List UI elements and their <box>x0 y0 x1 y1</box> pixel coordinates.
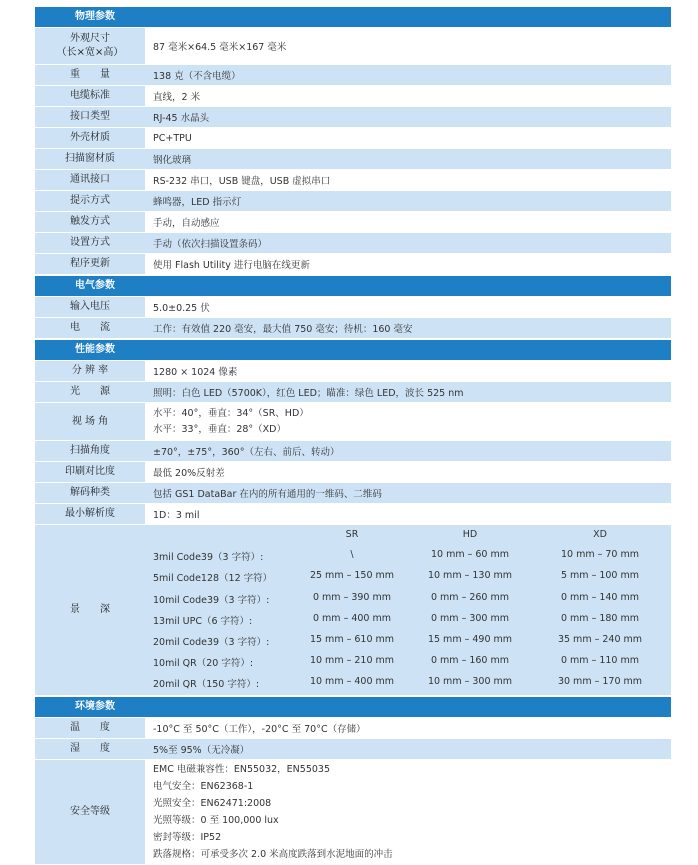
label-temperature: 温 度 <box>35 718 145 738</box>
label-symbologies: 解码种类 <box>70 487 110 498</box>
value-humidity: 5%至 95%（无冷凝） <box>153 745 250 756</box>
value-current: 工作：有效值 220 毫安，最大值 750 毫安；待机：160 毫安 <box>153 324 413 335</box>
label-window: 扫描窗材质 <box>65 153 115 164</box>
fov-line-2: 水平：33°，垂直：28°（XD） <box>153 423 287 435</box>
dof-code: 3mil Code39（3 字符）: <box>153 552 264 563</box>
label-current: 电 流 <box>70 322 110 333</box>
dof-header-hd: HD <box>462 529 478 540</box>
dof-code: 13mil UPC（6 字符）: <box>153 616 253 627</box>
dof-header-sr: SR <box>345 529 359 540</box>
safety-drop: 跌落规格：可承受多次 2.0 米高度跌落到水泥地面的冲击 <box>153 849 393 860</box>
value-interface-type: RJ-45 水晶头 <box>153 113 210 124</box>
value-fov <box>153 403 671 440</box>
dof-hd: 0 mm – 300 mm <box>430 613 510 624</box>
label-light-source: 光 源 <box>70 386 110 397</box>
dof-sr: 10 mm – 210 mm <box>309 655 395 666</box>
dof-code: 20mil QR（150 字符）: <box>153 679 260 690</box>
value-dimensions: 87 毫米×64.5 毫米×167 毫米 <box>153 42 287 53</box>
value-safety <box>153 760 671 864</box>
value-scan-angle: ±70°，±75°，360°（左右、前后、转动） <box>153 447 340 458</box>
value-trigger: 手动，自动感应 <box>153 218 220 229</box>
label-scan-angle: 扫描角度 <box>70 445 110 456</box>
dof-xd: 35 mm – 240 mm <box>557 634 643 645</box>
safety-electrical: 电气安全：EN62368-1 <box>153 781 254 792</box>
dof-code: 10mil QR（20 字符）: <box>153 658 254 669</box>
dof-xd: 0 mm – 180 mm <box>560 613 640 624</box>
dof-xd: 30 mm – 170 mm <box>557 676 643 687</box>
value-temperature: -10°C 至 50°C（工作），-20°C 至 70°C（存储） <box>153 724 366 735</box>
label-safety: 安全等级 <box>35 760 145 864</box>
dof-xd: 0 mm – 110 mm <box>560 655 640 666</box>
value-update: 使用 Flash Utility 进行电脑在线更新 <box>153 260 310 271</box>
section-header-electrical: 电气参数 <box>35 276 671 296</box>
value-indicator: 蜂鸣器，LED 指示灯 <box>153 197 242 208</box>
value-resolution: 1280 × 1024 像素 <box>153 367 238 378</box>
fov-line-1: 水平：40°，垂直：34°（SR、HD） <box>153 407 309 419</box>
label-trigger: 触发方式 <box>35 212 145 232</box>
value-contrast: 最低 20%反射差 <box>153 468 225 479</box>
dof-hd: 10 mm – 300 mm <box>427 676 513 687</box>
dof-sr: 0 mm – 400 mm <box>312 613 392 624</box>
value-cable: 直线，2 米 <box>153 92 201 103</box>
section-header-physical: 物理参数 <box>35 7 671 27</box>
dof-xd: 10 mm – 70 mm <box>560 549 640 560</box>
dof-hd: 15 mm – 490 mm <box>427 634 513 645</box>
label-housing: 外壳材质 <box>35 128 145 148</box>
value-housing: PC+TPU <box>153 132 192 144</box>
dof-xd: 5 mm – 100 mm <box>560 570 640 581</box>
label-fov: 视 场 角 <box>35 403 145 440</box>
dof-code: 20mil Code39（3 字符）: <box>153 637 270 648</box>
section-header-environment: 环境参数 <box>35 697 671 717</box>
dof-sr: \ <box>350 549 354 560</box>
label-humidity: 湿 度 <box>70 743 110 754</box>
label-communication: 通讯接口 <box>35 170 145 190</box>
label-update: 程序更新 <box>35 254 145 274</box>
dof-hd: 0 mm – 260 mm <box>430 592 510 603</box>
label-interface-type: 接口类型 <box>70 111 110 122</box>
dof-sr: 15 mm – 610 mm <box>309 634 395 645</box>
label-cable: 电缆标准 <box>35 86 145 106</box>
label-voltage: 输入电压 <box>35 297 145 317</box>
label-indicator: 提示方式 <box>70 195 110 206</box>
safety-ambient-light: 光照等级：0 至 100,000 lux <box>153 815 279 826</box>
dof-code: 5mil Code128（12 字符） <box>153 573 273 584</box>
dof-hd: 10 mm – 130 mm <box>427 570 513 581</box>
dof-xd: 0 mm – 140 mm <box>560 592 640 603</box>
section-header-performance: 性能参数 <box>35 340 671 360</box>
label-dof: 景 深 <box>70 604 110 615</box>
label-contrast: 印刷对比度 <box>35 462 145 482</box>
label-resolution: 分 辨 率 <box>35 361 145 381</box>
value-window: 钢化玻璃 <box>153 155 192 166</box>
value-communication: RS-232 串口，USB 键盘，USB 虚拟串口 <box>153 176 331 187</box>
label-min-resolution: 最小解析度 <box>35 504 145 524</box>
dof-sr: 10 mm – 400 mm <box>309 676 395 687</box>
dof-header-xd: XD <box>593 529 607 540</box>
value-config: 手动（依次扫描设置条码） <box>153 239 268 250</box>
label-config: 设置方式 <box>70 237 110 248</box>
safety-sealing: 密封等级：IP52 <box>153 832 222 843</box>
value-min-resolution: 1D：3 mil <box>153 510 200 521</box>
dof-code: 10mil Code39（3 字符）: <box>153 595 270 606</box>
value-weight: 138 克（不含电缆） <box>153 71 241 82</box>
dof-sr: 0 mm – 390 mm <box>312 592 392 603</box>
value-voltage: 5.0±0.25 伏 <box>153 303 210 314</box>
safety-emc: EMC 电磁兼容性：EN55032，EN55035 <box>153 764 331 775</box>
safety-photobiological: 光照安全：EN62471:2008 <box>153 798 272 809</box>
value-symbologies: 包括 GS1 DataBar 在内的所有通用的一维码、二维码 <box>153 489 382 500</box>
dof-sr: 25 mm – 150 mm <box>309 570 395 581</box>
label-weight: 重 量 <box>70 69 110 80</box>
dof-hd: 0 mm – 160 mm <box>430 655 510 666</box>
value-light-source: 照明：白色 LED（5700K），红色 LED；瞄准：绿色 LED，波长 525 nm <box>153 388 464 399</box>
label-dimensions: 外观尺寸 （长×宽×高） <box>35 28 145 64</box>
dof-hd: 10 mm – 60 mm <box>430 549 510 560</box>
